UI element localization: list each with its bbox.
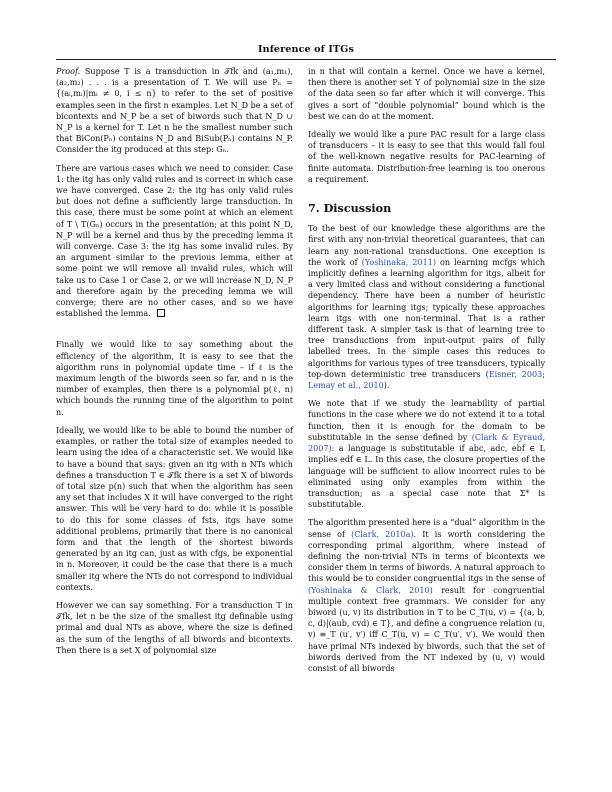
paragraph-text: ; [542, 369, 545, 379]
proof-label: Proof. [56, 67, 81, 76]
discussion-paragraph-3 [308, 517, 545, 674]
paragraph-text: To the best of our knowledge these algorithms are the first with any non-trivial theoretical guarantees, that can learn any non-rational transductions. One exception is the work of [308, 224, 545, 267]
paragraph-text: The algorithm presented here is a “dual” algorithm in the sense of [308, 518, 545, 539]
proof-text: Suppose T is a transduction in 𝒯fk and (a₁,m₁),(a₂,m₂) . . . is a presentation of T. We will use Pₙ = {(aᵢ,mᵢ)|mᵢ ≠ 0, i ≤ n} to refer to the set of positive examples seen in the first n examples. Let N_D be a set of bicontexts and N_P be a set of biwords such that N_D ∪ N_P is a kernel for T. Let n be the smallest number such that BiCon(Pₙ) contains N_D and BiSub(Pₙ) contains N_P. Consider the itg produced at this step: Gₙ. [56, 67, 293, 155]
paragraph-text: : a language is substitutable if abc, adc, ebf ∈ L implies edf ∈ L. In this case, the closure properties of the language will be sufficient to allow incorrect rules to be eliminated using only examples from within the transduction; as a special case note that Σ* is substitutable. [308, 444, 545, 510]
discussion-paragraph-1 [308, 223, 545, 391]
pac-paragraph: Ideally we would like a pure PAC result for a large class of transducers – it is easy to see that this would fall foul of the well-known negative results for PAC-learning of finite automata. Distribution-free learning is too onerous a requirement. [308, 130, 545, 184]
citation-link[interactable]: (Clark, 2010a) [351, 529, 414, 539]
right-column [308, 66, 545, 681]
qed-symbol [157, 309, 165, 317]
kernel-paragraph: in n that will contain a kernel. Once we have a kernel, then there is another set Y of polynomial size in the size of the data seen so far after which it will converge. This gives a sort of “double polynomial” bound which is the best we can do at the moment. [308, 67, 545, 121]
characteristic-set-paragraph: Ideally, we would like to be able to bound the number of examples, or rather the total size of examples needed to learn using the idea of a characteristic set. We would like to have a bound that says: given an itg with n NTs which defines a transduction T ∈ 𝒯fk there is a set X of biwords of total size p(n) such that when the algorithm has seen any set that includes X it will have converged to the right answer. This will be very hard to do: while it is possible to do this for some classes of fsts, itgs have some additional problems, primarily that there is no canonical form and that the length of the shortest biwords generated by an itg can, just as with cfgs, be exponential in n. Moreover, it could be the case that there is a much smaller itg where the NTs do not correspond to individual contexts. [56, 425, 293, 592]
citation-link[interactable]: (Yoshinaka & Clark, 2010) [308, 585, 433, 595]
cases-paragraph [56, 163, 293, 320]
paragraph-text: on learning mcfgs which implicitly defines a learning algorithm for itgs, albeit for a very limited class and without considering a functional dependency. There have been a number of heuristic algorithms for learning itgs; typically these approaches learn itgs with one non-terminal. That is a rather different task. A simpler task is that of learning tree to tree transductions from input-output pairs of fully labelled trees. In the simple cases this reduces to algorithms for various types of tree transducers, typically top-down deterministic tree transducers ( [308, 257, 546, 379]
efficiency-paragraph: Finally we would like to say something about the efficiency of the algorithm, It is easy to see that the algorithm runs in polynomial update time – if ℓ is the maximum length of the biwords seen so far, and n is the number of examples, then there is a polynomial p(ℓ, n) which bounds the running time of the algorithm to point n. [56, 340, 293, 417]
bound-paragraph: However we can say something. For a transduction T in 𝒯fk, let n be the size of the smallest itg definable using primal and dual NTs as above, where the size is defined as the sum of the lengths of all biwords and bicontexts. Then there is a set X of polynomial size [56, 600, 293, 655]
cases-text: There are various cases which we need to consider. Case 1: the itg has only valid rules and is correct in which case we have converged. Case 2: the itg has only valid rules but does not define a sufficiently large transduction. In this case, there must be some point at which an element of T \ T(Gₙ) occurs in the presentation; at this point N_D, N_P will be a kernel and thus by the preceding lemma it will converge. Case 3: the itg has some invalid rules. By an argument similar to the previous lemma, either at some point we will remove all invalid rules, which will take us to Case 1 or Case 2, or we will increase N_D, N_P and therefore again by the preceding lemma we will converge; there are no other cases, and so we have established the lemma. [56, 163, 293, 319]
discussion-paragraph-2 [308, 398, 545, 510]
paragraph-text: We note that if we study the learnability of partial functions in the case where we do not extend it to a total function, then it is enough for the domain to be substitutable in the sense defined by [308, 399, 545, 442]
citation-link[interactable]: (Yoshinaka, 2011) [361, 257, 436, 267]
citation-link[interactable]: Eisner, 2003 [488, 369, 543, 379]
paragraph-text: . It is worth considering the corresponding primal algorithm, where instead of defining the non-trivial NTs in terms of bicontexts we consider them in terms of biwords. A natural approach to this would be to consider congruential itgs in the sense of [308, 529, 545, 584]
citation-link[interactable]: (Clark & Eyraud, 2007) [308, 432, 546, 454]
citation-link[interactable]: Lemay et al., 2010 [308, 381, 384, 391]
paragraph-text: result for congruential multiple context free grammars. We consider for any biword (u, v) its distribution in T to be C_T(u, v) = {(a, b, c, d)|(aub, cvd) ∈ T}, and define a congruence relation (u, v) ≡_T (u′, v′) iff C_T(u, v) = C_T(u′, v′). We would then have primal NTs indexed by biwords, such that the set of biwords derived from the NT indexed by (u, v) would consist of all biwords [308, 585, 545, 673]
left-column [56, 66, 293, 663]
running-header: Inference of ITGs [258, 44, 354, 55]
paragraph-text: ). [383, 381, 390, 391]
proof-paragraph [56, 66, 293, 156]
section-heading-discussion: 7. Discussion [308, 201, 392, 216]
header-rule [56, 59, 556, 60]
